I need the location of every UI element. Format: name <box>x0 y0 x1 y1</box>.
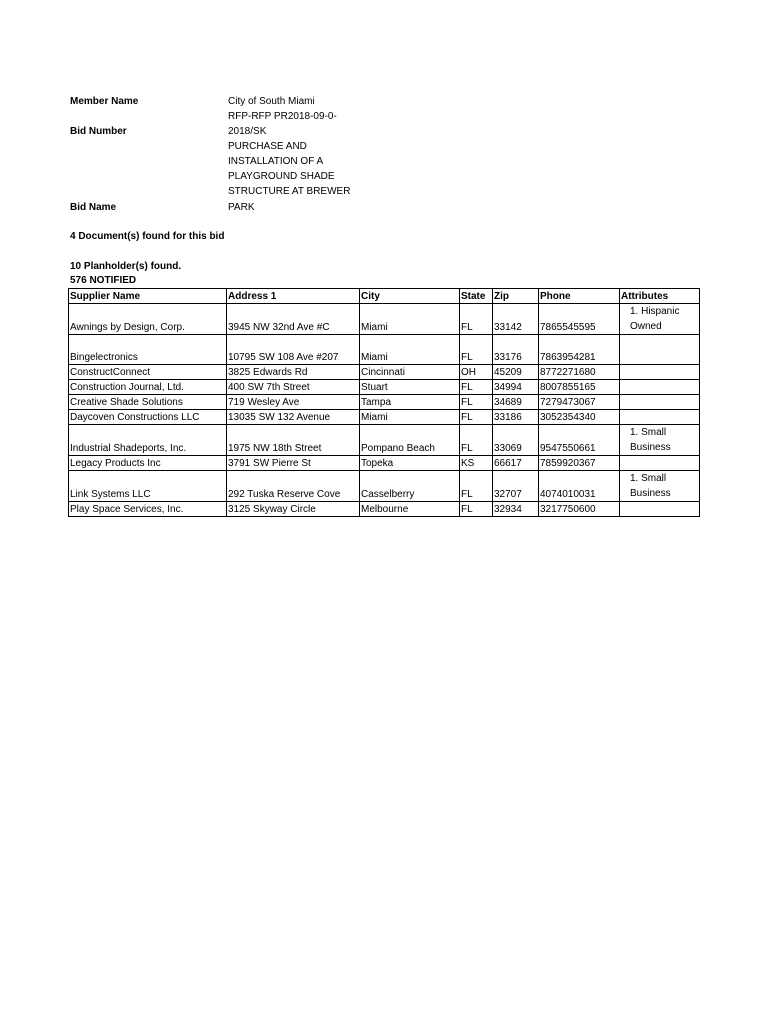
supplier-name-cell: Creative Shade Solutions <box>69 395 227 410</box>
state-cell: KS <box>460 456 493 471</box>
address-cell: 13035 SW 132 Avenue <box>227 410 360 425</box>
state-cell: FL <box>460 471 493 502</box>
address-cell: 3125 Skyway Circle <box>227 502 360 517</box>
zip-cell: 33186 <box>493 410 539 425</box>
state-cell: FL <box>460 380 493 395</box>
state-cell: FL <box>460 395 493 410</box>
city-cell: Stuart <box>360 380 460 395</box>
attributes-cell <box>620 380 700 395</box>
state-cell: OH <box>460 365 493 380</box>
attribute-line: 1. Small <box>630 473 667 484</box>
state-cell: FL <box>460 410 493 425</box>
bid-name-value-line3: PLAYGROUND SHADE <box>228 171 335 182</box>
table-row <box>69 502 700 517</box>
phone-cell: 7859920367 <box>539 456 620 471</box>
attributes-cell <box>620 425 700 456</box>
address-cell: 3825 Edwards Rd <box>227 365 360 380</box>
phone-cell: 7279473067 <box>539 395 620 410</box>
supplier-name-cell: Play Space Services, Inc. <box>69 502 227 517</box>
member-name-label: Member Name <box>70 96 139 107</box>
attributes-cell <box>620 395 700 410</box>
state-cell: FL <box>460 502 493 517</box>
attributes-cell <box>620 335 700 365</box>
notified-count-text: 576 NOTIFIED <box>70 275 137 286</box>
attribute-line: 1. Small <box>630 427 667 438</box>
bid-number-value-line2: 2018/SK <box>228 126 267 137</box>
supplier-name-cell: Awnings by Design, Corp. <box>69 304 227 335</box>
bid-name-value-line1: PURCHASE AND <box>228 141 307 152</box>
supplier-name-cell: Bingelectronics <box>69 335 227 365</box>
zip-cell: 34994 <box>493 380 539 395</box>
zip-cell: 32934 <box>493 502 539 517</box>
table-row <box>69 365 700 380</box>
phone-cell: 7863954281 <box>539 335 620 365</box>
supplier-name-cell: Industrial Shadeports, Inc. <box>69 425 227 456</box>
zip-cell: 32707 <box>493 471 539 502</box>
state-cell: FL <box>460 425 493 456</box>
city-cell: Casselberry <box>360 471 460 502</box>
bid-name-value-line5: PARK <box>228 202 255 213</box>
city-cell: Topeka <box>360 456 460 471</box>
attributes-cell <box>620 471 700 502</box>
attribute-line: Business <box>630 442 671 453</box>
zip-cell: 45209 <box>493 365 539 380</box>
attributes-cell <box>620 365 700 380</box>
bid-number-value-line1: RFP-RFP PR2018-09-0- <box>228 111 337 122</box>
col-header-address: Address 1 <box>227 289 360 304</box>
phone-cell: 8772271680 <box>539 365 620 380</box>
col-header-state: State <box>460 289 493 304</box>
bid-name-label: Bid Name <box>70 202 117 213</box>
bid-name-value-line4: STRUCTURE AT BREWER <box>228 186 351 197</box>
city-cell: Pompano Beach <box>360 425 460 456</box>
address-cell: 10795 SW 108 Ave #207 <box>227 335 360 365</box>
phone-cell: 3052354340 <box>539 410 620 425</box>
address-cell: 1975 NW 18th Street <box>227 425 360 456</box>
phone-cell: 7865545595 <box>539 304 620 335</box>
phone-cell: 4074010031 <box>539 471 620 502</box>
supplier-name-cell: Construction Journal, Ltd. <box>69 380 227 395</box>
planholders-found-text: 10 Planholder(s) found. <box>70 261 182 272</box>
col-header-supplier-name: Supplier Name <box>69 289 227 304</box>
state-cell: FL <box>460 335 493 365</box>
col-header-attributes: Attributes <box>620 289 700 304</box>
city-cell: Miami <box>360 410 460 425</box>
zip-cell: 33069 <box>493 425 539 456</box>
table-row <box>69 395 700 410</box>
address-cell: 400 SW 7th Street <box>227 380 360 395</box>
table-row <box>69 471 700 502</box>
col-header-phone: Phone <box>539 289 620 304</box>
table-row <box>69 335 700 365</box>
documents-found-text: 4 Document(s) found for this bid <box>70 231 225 242</box>
address-cell: 719 Wesley Ave <box>227 395 360 410</box>
zip-cell: 33142 <box>493 304 539 335</box>
supplier-name-cell: ConstructConnect <box>69 365 227 380</box>
col-header-city: City <box>360 289 460 304</box>
table-row <box>69 456 700 471</box>
phone-cell: 3217750600 <box>539 502 620 517</box>
planholders-table <box>68 288 700 517</box>
phone-cell: 8007855165 <box>539 380 620 395</box>
attribute-line: Business <box>630 488 671 499</box>
city-cell: Melbourne <box>360 502 460 517</box>
city-cell: Tampa <box>360 395 460 410</box>
attributes-cell <box>620 456 700 471</box>
attributes-cell <box>620 410 700 425</box>
bid-name-value-line2: INSTALLATION OF A <box>228 156 324 167</box>
table-row <box>69 304 700 335</box>
address-cell: 292 Tuska Reserve Cove <box>227 471 360 502</box>
address-cell: 3791 SW Pierre St <box>227 456 360 471</box>
phone-cell: 9547550661 <box>539 425 620 456</box>
table-row <box>69 425 700 456</box>
attributes-cell <box>620 304 700 335</box>
supplier-name-cell: Daycoven Constructions LLC <box>69 410 227 425</box>
zip-cell: 66617 <box>493 456 539 471</box>
col-header-zip: Zip <box>493 289 539 304</box>
member-name-value: City of South Miami <box>228 96 315 107</box>
attribute-line: Owned <box>630 321 662 332</box>
attributes-cell <box>620 502 700 517</box>
address-cell: 3945 NW 32nd Ave #C <box>227 304 360 335</box>
city-cell: Cincinnati <box>360 365 460 380</box>
attribute-line: 1. Hispanic <box>630 306 680 317</box>
city-cell: Miami <box>360 304 460 335</box>
zip-cell: 34689 <box>493 395 539 410</box>
table-row <box>69 410 700 425</box>
bid-number-label: Bid Number <box>70 126 127 137</box>
city-cell: Miami <box>360 335 460 365</box>
supplier-name-cell: Legacy Products Inc <box>69 456 227 471</box>
zip-cell: 33176 <box>493 335 539 365</box>
supplier-name-cell: Link Systems LLC <box>69 471 227 502</box>
state-cell: FL <box>460 304 493 335</box>
table-header-row <box>69 289 700 304</box>
table-row <box>69 380 700 395</box>
